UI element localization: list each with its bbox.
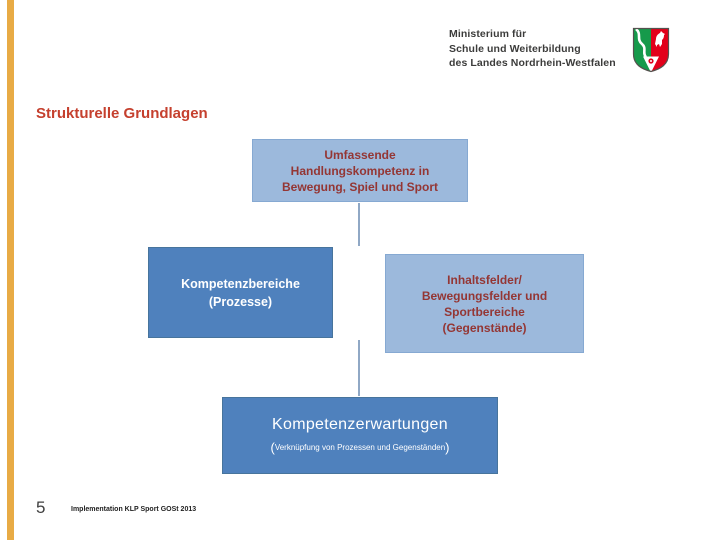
box-line: Handlungskompetenz in — [290, 163, 430, 178]
subtitle-text: Verknüpfung von Prozessen und Gegenständen — [274, 443, 446, 452]
slide-title: Strukturelle Grundlagen — [36, 105, 208, 122]
box-line: Sportbereiche — [444, 304, 525, 319]
box-handlungskompetenz — [252, 139, 468, 202]
paren-open: ( — [270, 440, 275, 455]
box-line: Kompetenzbereiche — [181, 276, 300, 291]
box-title: Kompetenzerwartungen — [272, 416, 448, 433]
ministry-header — [449, 27, 616, 71]
left-accent-stripe — [7, 0, 14, 540]
box-line: Umfassende — [324, 147, 396, 162]
ministry-line-2: Schule und Weiterbildung — [449, 42, 581, 55]
box-subtitle — [270, 440, 449, 455]
box-line: (Gegenstände) — [442, 320, 527, 335]
box-line: Bewegungsfelder und — [421, 288, 548, 303]
box-kompetenzbereiche — [148, 247, 333, 338]
connector-top-line — [358, 203, 360, 246]
box-line: (Prozesse) — [208, 294, 273, 309]
box-kompetenzerwartungen — [222, 397, 498, 474]
box-line: Bewegung, Spiel und Sport — [282, 179, 438, 194]
paren-close: ) — [445, 440, 450, 455]
nrw-coat-of-arms-icon — [632, 27, 670, 73]
ministry-line-1: Ministerium für — [449, 28, 527, 40]
box-line: Inhaltsfelder/ — [447, 272, 522, 287]
ministry-line-3: des Landes Nordrhein-Westfalen — [449, 57, 616, 69]
connector-bottom-line — [358, 340, 360, 396]
page-number: 5 — [36, 498, 46, 517]
footer-text: Implementation KLP Sport GOSt 2013 — [71, 506, 197, 513]
box-inhaltsfelder — [385, 254, 584, 353]
